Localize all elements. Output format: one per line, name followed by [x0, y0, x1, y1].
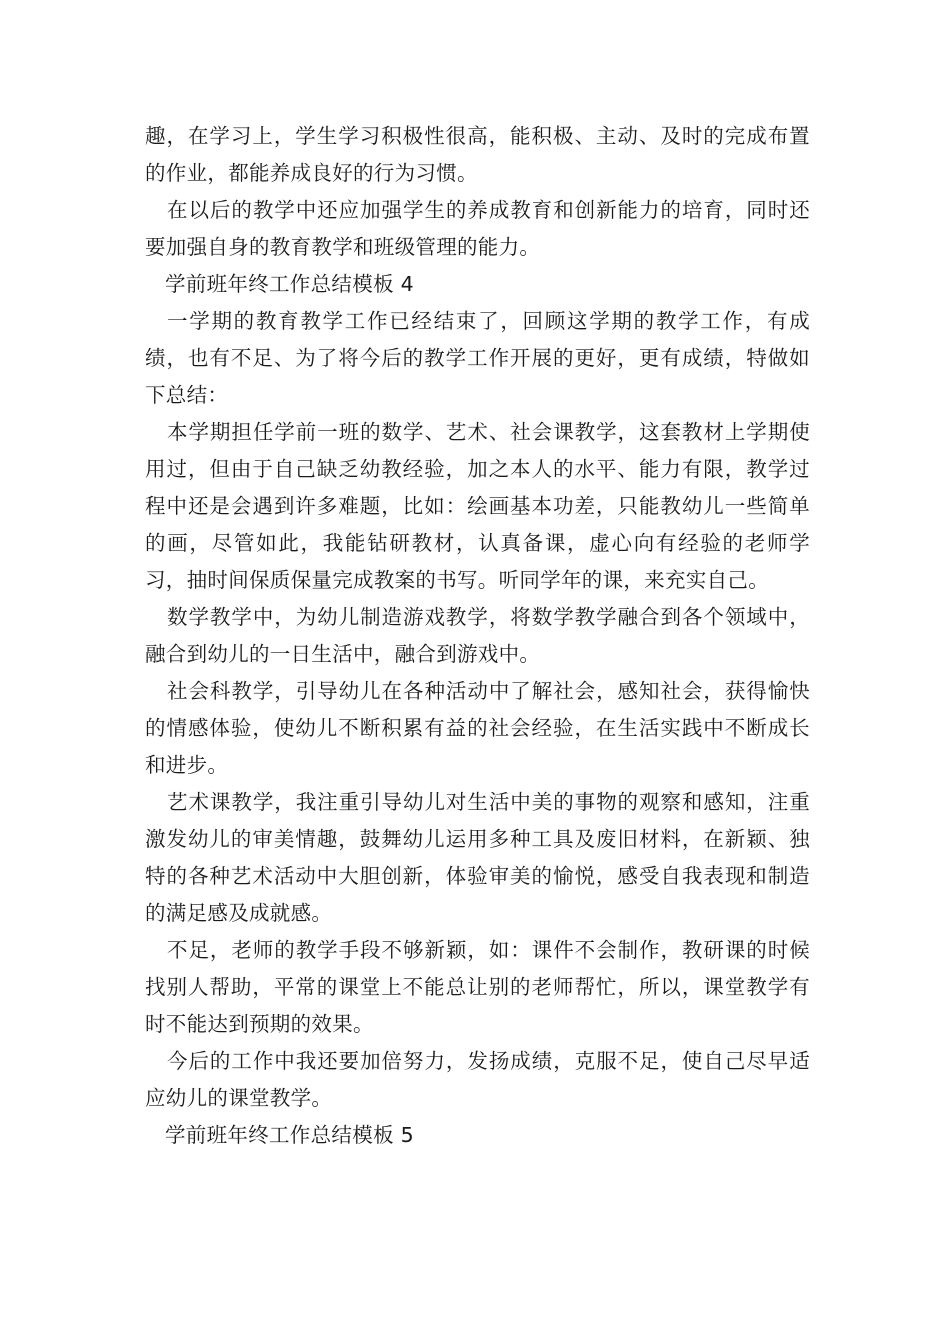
paragraph: 社会科教学，引导幼儿在各种活动中了解社会，感知社会，获得愉快的情感体验，使幼儿不断积累有益的社会经验，在生活实践中不断成长和进步。	[145, 679, 810, 777]
paragraph: 本学期担任学前一班的数学、艺术、社会课教学，这套教材上学期使用过，但由于自己缺乏幼教经验，加之本人的水平、能力有限，教学过程中还是会遇到许多难题，比如：绘画基本功差，只能教幼儿一些简单的画，尽管如此，我能钻研教材，认真备课，虚心向有经验的老师学习，抽时间保质保量完成教案的书写。听同学年的课，来充实自己。	[145, 420, 810, 592]
section-heading: 学前班年终工作总结模板 4	[165, 272, 414, 296]
paragraph: 不足，老师的教学手段不够新颖，如：课件不会制作，教研课的时候找别人帮助，平常的课堂上不能总让别的老师帮忙，所以，课堂教学有时不能达到预期的效果。	[145, 938, 810, 1036]
paragraph: 在以后的教学中还应加强学生的养成教育和创新能力的培育，同时还要加强自身的教育教学和班级管理的能力。	[145, 198, 810, 259]
document-body	[145, 118, 810, 1154]
paragraph: 数学教学中，为幼儿制造游戏教学，将数学教学融合到各个领域中，融合到幼儿的一日生活中，融合到游戏中。	[145, 605, 810, 666]
paragraph: 今后的工作中我还要加倍努力，发扬成绩，克服不足，使自己尽早适应幼儿的课堂教学。	[145, 1049, 810, 1110]
paragraph-continuation: 趣，在学习上，学生学习积极性很高，能积极、主动、及时的完成布置的作业，都能养成良好的行为习惯。	[145, 124, 810, 185]
section-heading: 学前班年终工作总结模板 5	[165, 1123, 414, 1147]
paragraph: 艺术课教学，我注重引导幼儿对生活中美的事物的观察和感知，注重激发幼儿的审美情趣，鼓舞幼儿运用多种工具及废旧材料，在新颖、独特的各种艺术活动中大胆创新，体验审美的愉悦，感受自我表现和制造的满足感及成就感。	[145, 790, 810, 925]
paragraph: 一学期的教育教学工作已经结束了，回顾这学期的教学工作，有成绩，也有不足、为了将今后的教学工作开展的更好，更有成绩，特做如下总结：	[145, 309, 810, 407]
